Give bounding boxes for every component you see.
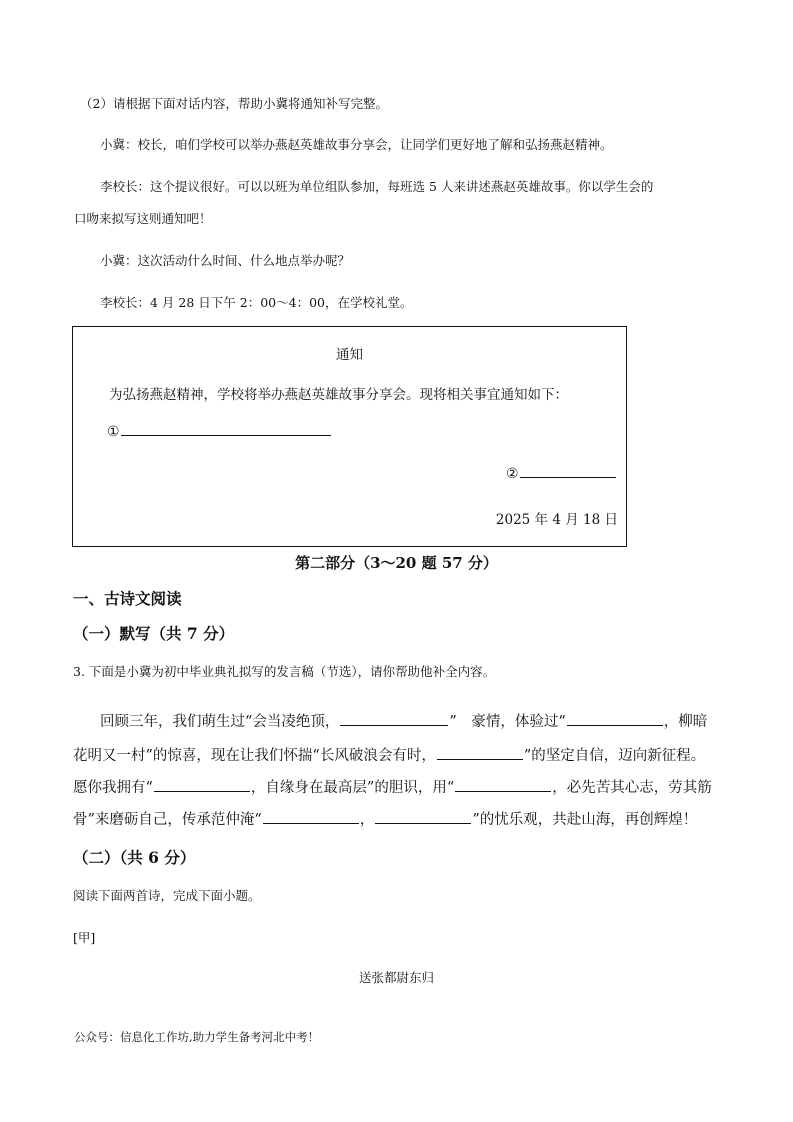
section1-heading: 一、古诗文阅读: [73, 589, 182, 608]
para-text: 愿你我拥有“: [73, 780, 153, 796]
fill-blank-4[interactable]: [154, 790, 250, 792]
dialogue-line-4: 小冀：这次活动什么时间、什么地点举办呢？: [100, 253, 351, 268]
para-text: ，自缘身在最高层”的胆识，用“: [250, 780, 455, 796]
fill-blank-3[interactable]: [437, 758, 523, 760]
fill-blank-2[interactable]: [567, 724, 663, 726]
para-text: ”的坚定自信，迈向新征程。: [523, 748, 706, 764]
poem-label-jia: [甲]: [73, 930, 96, 945]
para-line-3: [73, 776, 712, 797]
dialogue-line-5: 李校长：4 月 28 日下午 2：00～4：00，在学校礼堂。: [100, 295, 413, 310]
para-line-4: [73, 808, 697, 829]
fill-blank-7[interactable]: [375, 822, 471, 824]
para-text: ”的忧乐观，共赴山海，再创辉煌！: [472, 812, 698, 828]
notice-blank-1: [107, 424, 332, 440]
para-text: 回顾三年，我们萌生过“会当凌绝顶，: [100, 714, 340, 730]
para-text: 花明又一村”的惊喜，现在让我们怀揣“长风破浪会有时，: [73, 748, 436, 764]
q3-prompt: 3. 下面是小冀为初中毕业典礼拟写的发言稿（节选），请你帮助他补全内容。: [73, 664, 496, 679]
reading-instruction: 阅读下面两首诗，完成下面小题。: [73, 888, 261, 903]
blank-2-line[interactable]: [520, 476, 616, 478]
para-text: ，柳暗: [663, 714, 708, 730]
blank-1-marker: ①: [107, 424, 120, 440]
dialogue-line-1: 小冀：校长，咱们学校可以举办燕赵英雄故事分享会，让同学们更好地了解和弘扬燕赵精神。: [100, 137, 613, 152]
footer-note: 公众号：信息化工作坊,助力学生备考河北中考！: [74, 1030, 320, 1044]
blank-1-line[interactable]: [121, 434, 331, 436]
sub1-heading: （一）默写（共 7 分）: [73, 624, 235, 643]
part2-heading: 第二部分（3～20 题 57 分）: [295, 554, 498, 572]
para-line-2: [73, 744, 705, 765]
para-text: 骨”来磨砺自己，传承范仲淹“: [73, 812, 262, 828]
notice-date: 2025 年 4 月 18 日: [495, 512, 618, 528]
blank-2-marker: ②: [506, 466, 519, 482]
notice-blank-2: [506, 466, 617, 482]
notice-title: 通知: [336, 347, 363, 363]
para-text: ，: [359, 812, 375, 828]
dialogue-line-3: 口吻来拟写这则通知吧！: [74, 211, 212, 226]
para-text: ” 豪情，体验过“: [449, 714, 566, 730]
sub2-heading: （二）（共 6 分）: [73, 848, 196, 867]
notice-box: [72, 326, 627, 547]
dialogue-line-2: 李校长：这个提议很好。可以以班为单位组队参加，每班选 5 人来讲述燕赵英雄故事。你以学生会的: [100, 179, 654, 194]
fill-blank-1[interactable]: [340, 724, 448, 726]
para-line-1: [100, 710, 707, 731]
q2-instruction: （2）请根据下面对话内容，帮助小冀将通知补写完整。: [80, 96, 388, 111]
poem-title: 送张都尉东归: [358, 970, 434, 985]
notice-body: 为弘扬燕赵精神，学校将举办燕赵英雄故事分享会。现将相关事宜通知如下：: [109, 387, 568, 403]
fill-blank-5[interactable]: [455, 790, 551, 792]
para-text: ，必先苦其心志，劳其筋: [552, 780, 712, 796]
fill-blank-6[interactable]: [263, 822, 359, 824]
